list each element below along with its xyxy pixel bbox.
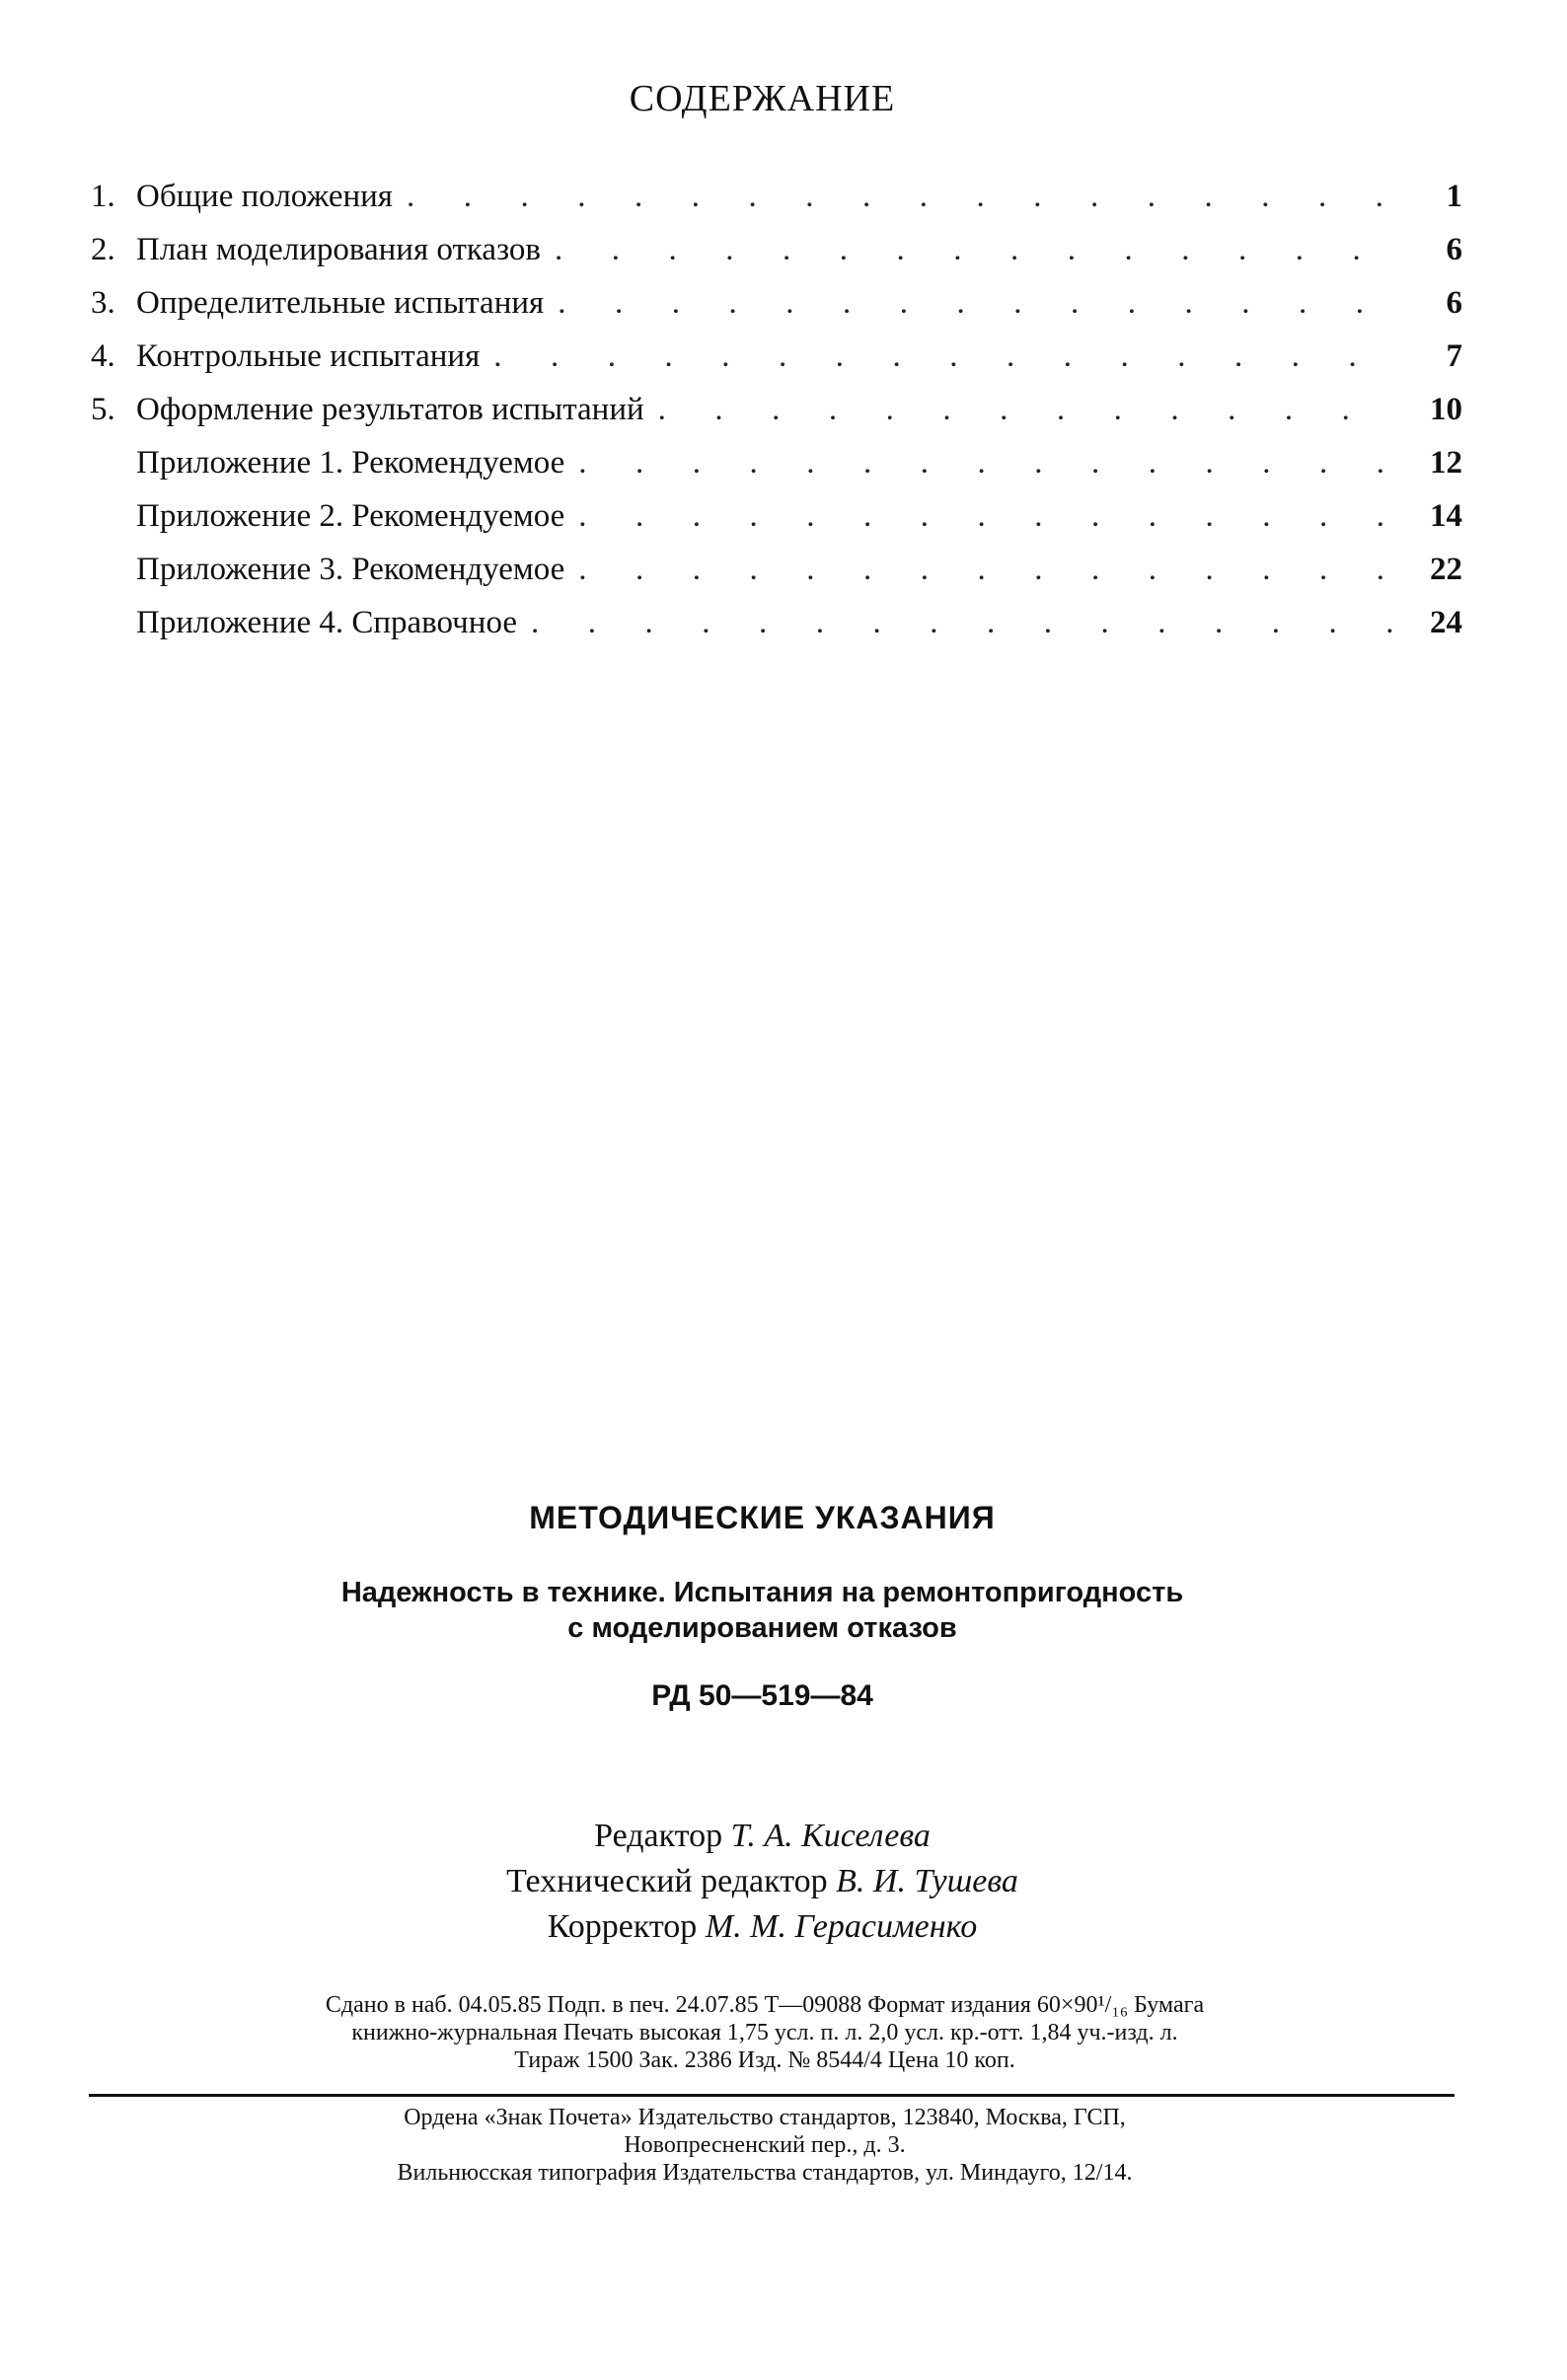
toc-entry-number: 5. [91, 392, 115, 427]
divider [89, 2094, 1455, 2097]
toc-entry-label: Оформление результатов испытаний [136, 392, 644, 427]
toc-entry-page: 7 [1446, 338, 1462, 374]
toc-entry-label: Приложение 4. Справочное [136, 605, 517, 640]
credit-role: Редактор [594, 1818, 723, 1854]
toc-leader-dots [493, 330, 1393, 383]
toc-entry-number: 4. [91, 338, 115, 374]
imprint-line: Сдано в наб. 04.05.85 Подп. в печ. 24.07.85 Т—09088 Формат издания 60×90¹/₁₆ Бумага [325, 1992, 1205, 2018]
credit-tech-editor [0, 1859, 1525, 1904]
imprint [89, 1991, 1441, 2074]
toc-entry-label: Общие положения [136, 179, 393, 214]
credit-role: Технический редактор [506, 1863, 828, 1899]
toc-entry-page: 12 [1430, 445, 1462, 481]
credit-role: Корректор [547, 1908, 698, 1945]
toc-entry[interactable] [91, 170, 1462, 223]
toc-leader-dots [578, 489, 1393, 543]
toc-entry-number: 2. [91, 232, 115, 267]
table-of-contents [91, 170, 1462, 649]
publisher-line: Ордена «Знак Почета» Издательство стандартов, 123840, Москва, ГСП, [404, 2105, 1126, 2130]
toc-entry[interactable] [91, 276, 1462, 330]
toc-leader-dots [558, 276, 1393, 330]
toc-entry-page: 14 [1430, 498, 1462, 534]
toc-title: СОДЕРЖАНИЕ [629, 78, 896, 119]
toc-entry-page: 1 [1446, 179, 1462, 214]
toc-leader-dots [658, 383, 1393, 436]
toc-leader-dots [578, 543, 1393, 596]
toc-entry-page: 6 [1446, 285, 1462, 321]
publication-subtitle-line: Надежность в технике. Испытания на ремонтопригодность [340, 1577, 1184, 1608]
toc-entry-label: Приложение 2. Рекомендуемое [136, 498, 565, 534]
toc-entry-number: 1. [91, 179, 115, 214]
imprint-line: книжно-журнальная Печать высокая 1,75 усл. п. л. 2,0 усл. кр.-отт. 1,84 уч.-изд. л. [351, 2020, 1178, 2045]
publisher-line: Новопресненский пер., д. 3. [624, 2132, 906, 2158]
credit-editor [0, 1814, 1525, 1859]
publication-subtitle-line: с моделированием отказов [567, 1612, 957, 1644]
publisher-info [89, 2104, 1441, 2187]
credit-name: В. И. Тушева [836, 1863, 1018, 1899]
toc-entry-number: 3. [91, 285, 115, 321]
toc-entry-page: 24 [1430, 605, 1462, 640]
toc-leader-dots [531, 596, 1393, 649]
toc-leader-dots [555, 223, 1393, 276]
publication-subtitle [0, 1575, 1525, 1646]
credit-name: М. М. Герасименко [705, 1908, 978, 1945]
toc-entry-label: Приложение 3. Рекомендуемое [136, 552, 565, 587]
credits [0, 1814, 1525, 1950]
toc-leader-dots [578, 436, 1393, 489]
toc-entry-appendix[interactable] [91, 436, 1462, 489]
imprint-line: Тираж 1500 Зак. 2386 Изд. № 8544/4 Цена 10 коп. [514, 2047, 1015, 2073]
toc-entry-label: Контрольные испытания [136, 338, 481, 374]
toc-entry-page: 10 [1430, 392, 1462, 427]
toc-entry-appendix[interactable] [91, 543, 1462, 596]
toc-entry[interactable] [91, 223, 1462, 276]
toc-entry-page: 6 [1446, 232, 1462, 267]
toc-entry-appendix[interactable] [91, 596, 1462, 649]
toc-entry[interactable] [91, 330, 1462, 383]
toc-entry-label: Приложение 1. Рекомендуемое [136, 445, 565, 481]
credit-corrector [0, 1904, 1525, 1950]
toc-entry[interactable] [91, 383, 1462, 436]
publication-code: РД 50—519—84 [651, 1679, 873, 1712]
credit-name: Т. А. Киселева [730, 1818, 931, 1854]
toc-entry-label: План моделирования отказов [136, 232, 541, 267]
toc-entry-appendix[interactable] [91, 489, 1462, 543]
toc-leader-dots [407, 170, 1393, 223]
publisher-line: Вильнюсская типография Издательства стандартов, ул. Миндауго, 12/14. [397, 2160, 1133, 2186]
publication-series: МЕТОДИЧЕСКИЕ УКАЗАНИЯ [529, 1500, 996, 1535]
toc-entry-label: Определительные испытания [136, 285, 545, 321]
toc-entry-page: 22 [1430, 552, 1462, 587]
